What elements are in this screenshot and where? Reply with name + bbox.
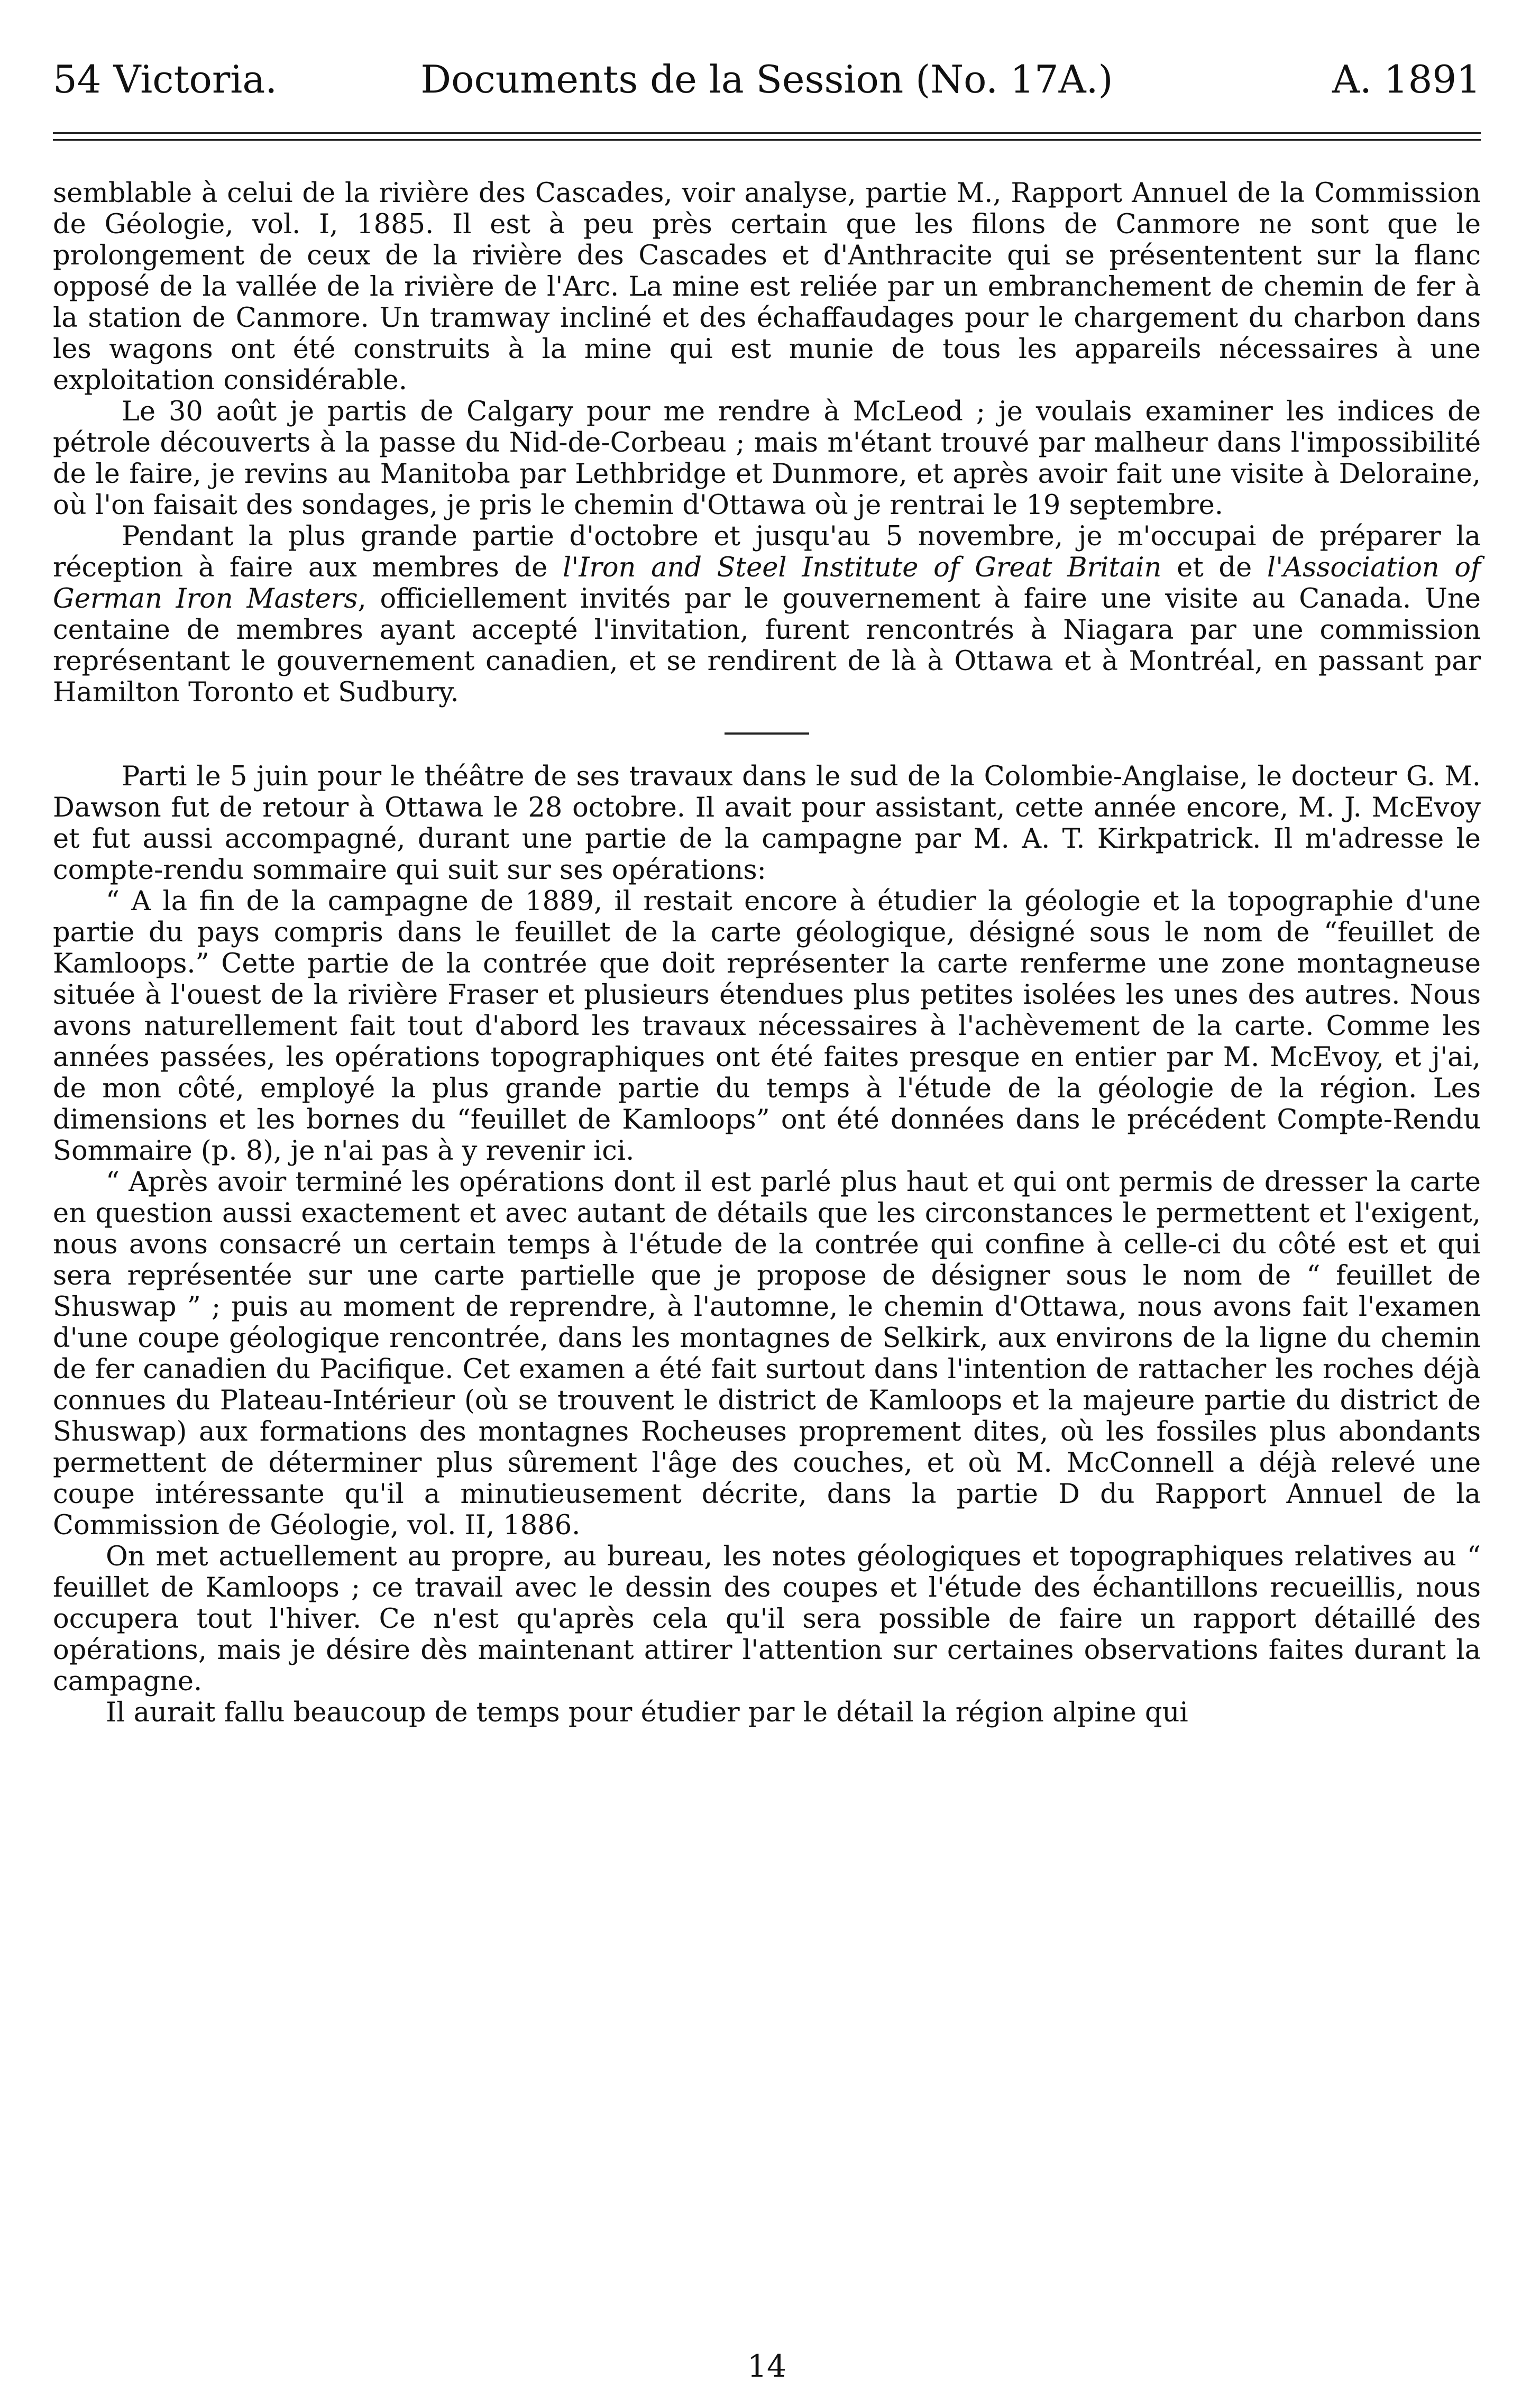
page-number: 14 — [747, 2348, 786, 2384]
header-rule — [53, 132, 1481, 141]
paragraph-4: Parti le 5 juin pour le théâtre de ses travaux dans le sud de la Colombie-Anglaise, le docteur G. M. Dawson fut de retour à Ottawa le 28 octobre. Il avait pour assistant, cette année encore, M. J. McEvoy et fut aussi accompagné, durant une partie de la campagne par M. A. T. Kirkpatrick. Il m'adresse le compte-rendu sommaire qui suit sur ses opérations: — [53, 761, 1481, 886]
paragraph-6: “ Après avoir terminé les opérations dont il est parlé plus haut et qui ont permis de dresser la carte en question aussi exactement et avec autant de détails que les circonstances le permettent et l'exigent, nous avons consacré un certain temps à l'étude de la contrée qui confine à celle-ci du côté est et qui sera représentée sur une carte partielle que je propose de désigner sous le nom de “ feuillet de Shuswap ” ; puis au moment de reprendre, à l'automne, le chemin d'Ottawa, nous avons fait l'examen d'une coupe géologique rencontrée, dans les montagnes de Selkirk, aux environs de la ligne du chemin de fer canadien du Pacifique. Cet examen a été fait surtout dans l'intention de rattacher les roches déjà connues du Plateau-Intérieur (où se trouvent le district de Kamloops et la majeure partie du district de Shuswap) aux formations des montagnes Rocheuses proprement dites, où les fossiles plus abondants permettent de déterminer plus sûrement l'âge des couches, et où M. McConnell a déjà relevé une coupe intéressante qu'il a minutieusement décrite, dans la partie D du Rapport Annuel de la Commission de Géologie, vol. II, 1886. — [53, 1167, 1481, 1541]
header-title: Documents de la Session (No. 17A.) — [420, 57, 1113, 102]
paragraph-8: Il aurait fallu beaucoup de temps pour étudier par le détail la région alpine qui — [106, 1697, 1188, 1728]
paragraph-7: On met actuellement au propre, au bureau, les notes géologiques et topographiques relatives au “ feuillet de Kamloops ; ce travail avec le dessin des coupes et l'étude des échantillons recueillis, nous occupera tout l'hiver. Ce n'est qu'après cela qu'il sera possible de faire un rapport détaillé des opérations, mais je désire dès maintenant attirer l'attention sur certaines observations faites durant la campagne. — [53, 1541, 1481, 1697]
section-separator — [725, 732, 809, 735]
paragraph-3-italic-b: l'Association of German Iron Masters — [53, 552, 1481, 615]
paragraph-1: semblable à celui de la rivière des Cascades, voir analyse, partie M., Rapport Annuel de la Commission de Géologie, vol. I, 1885. Il est à peu près certain que les filons de Canmore ne sont que le prolongement de ceux de la rivière des Cascades et d'Anthracite qui se présententent sur la flanc opposé de la vallée de la rivière de l'Arc. La mine est reliée par un embranchement de chemin de fer à la station de Canmore. Un tramway incliné et des échaffaudages pour le chargement du charbon dans les wagons ont été construits à la mine qui est munie de tous les appareils nécessaires à une exploitation considérable. — [53, 178, 1481, 396]
paragraph-5: “ A la fin de la campagne de 1889, il restait encore à étudier la géologie et la topographie d'une partie du pays compris dans le feuillet de la carte géologique, désigné sous le nom de “feuillet de Kamloops.” Cette partie de la contrée que doit représenter la carte renferme une zone montagneuse située à l'ouest de la rivière Fraser et plusieurs étendues plus petites isolées les unes des autres. Nous avons naturellement fait tout d'abord les travaux nécessaires à l'achèvement de la carte. Comme les années passées, les opérations topographiques ont été faites presque en entier par M. McEvoy, et j'ai, de mon côté, employé la plus grande partie du temps à l'étude de la géologie de la région. Les dimensions et les bornes du “feuillet de Kamloops” ont été données dans le précédent Compte-Rendu Sommaire (p. 8), je n'ai pas à y revenir ici. — [53, 886, 1481, 1167]
paragraph-3-text-a: Pendant la plus grande partie d'octobre et jusqu'au 5 novembre, je m'occupai de préparer la réception à faire aux membres de — [53, 521, 1481, 583]
paragraph-3-text-b: et de — [1161, 552, 1267, 583]
body-text — [53, 178, 1481, 1728]
header-left: 54 Victoria. — [53, 57, 278, 102]
paragraph-2: Le 30 août je partis de Calgary pour me rendre à McLeod ; je voulais examiner les indices de pétrole découverts à la passe du Nid-de-Corbeau ; mais m'étant trouvé par malheur dans l'impossibilité de le faire, je revins au Manitoba par Lethbridge et Dunmore, et après avoir fait une visite à Deloraine, où l'on faisait des sondages, je pris le chemin d'Ottawa où je rentrai le 19 septembre. — [53, 396, 1481, 521]
header-right: A. 1891 — [1332, 57, 1481, 102]
paragraph-3 — [53, 521, 1481, 708]
running-header — [53, 48, 1481, 111]
paragraph-3-text-c: , officiellement invités par le gouvernement à faire une visite au Canada. Une centaine de membres ayant accepté l'invitation, furent rencontrés à Niagara par une commission représentant le gouvernement canadien, et se rendirent de là à Ottawa et à Montréal, en passant par Hamilton Toronto et Sudbury. — [53, 583, 1481, 708]
paragraph-3-italic-a: l'Iron and Steel Institute of Great Britain — [563, 552, 1162, 583]
document-page — [53, 48, 1481, 2384]
